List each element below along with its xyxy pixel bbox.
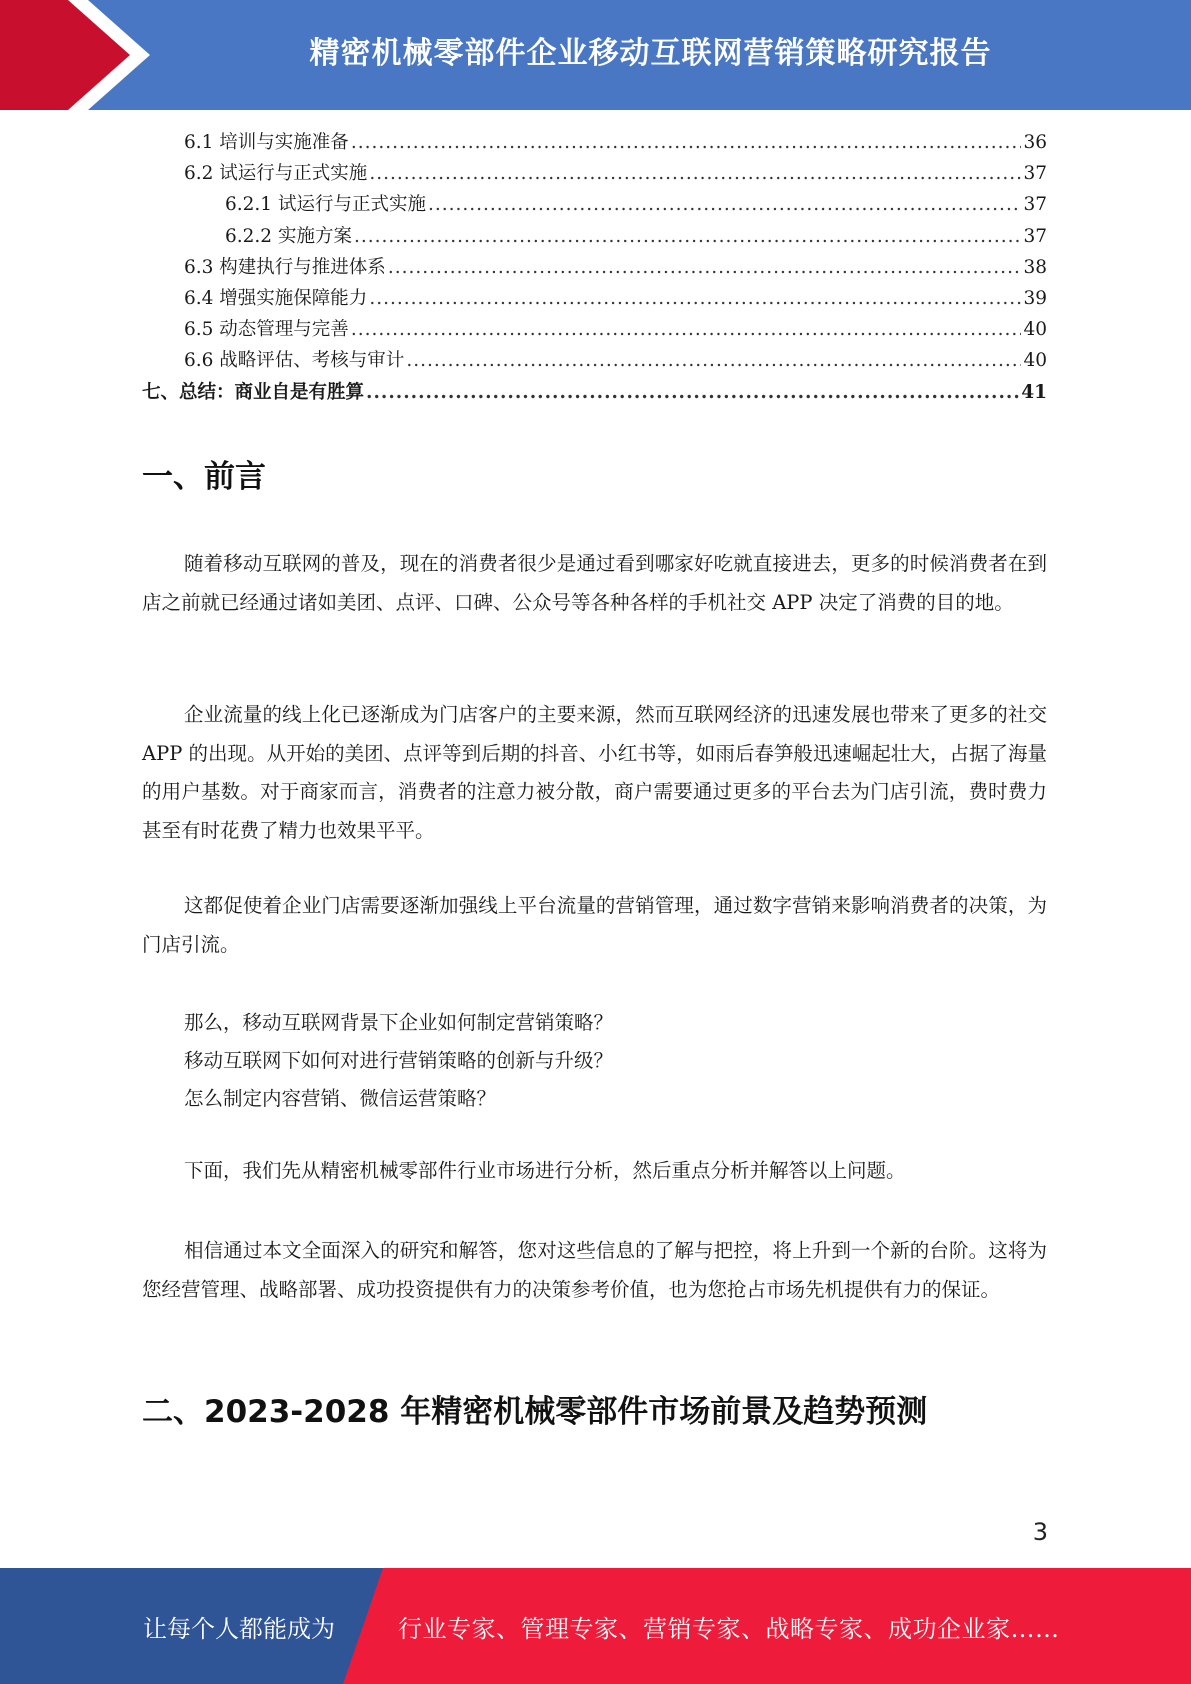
toc-entry[interactable] <box>142 128 1047 159</box>
toc-leader-dots <box>354 226 1022 247</box>
toc-entry-label: 6.2.1 试运行与正式实施 <box>225 194 426 216</box>
toc-entry-page: 37 <box>1023 194 1047 216</box>
toc-leader-dots <box>366 382 1019 403</box>
toc-entry[interactable] <box>142 159 1047 190</box>
section-heading: 二、2023-2028 年精密机械零部件市场前景及趋势预测 <box>142 1394 928 1430</box>
toc-leader-dots <box>388 257 1022 278</box>
toc-entry-page: 40 <box>1023 350 1047 372</box>
body-paragraph: 下面，我们先从精密机械零部件行业市场进行分析，然后重点分析并解答以上问题。 <box>184 1159 906 1182</box>
toc-leader-dots <box>406 350 1021 371</box>
toc-entry[interactable] <box>142 222 1047 253</box>
body-paragraph: 随着移动互联网的普及，现在的消费者很少是通过看到哪家好吃就直接进去，更多的时候消费者在到店之前就已经通过诸如美团、点评、口碑、公众号等各种各样的手机社交 APP 决定了消费的目的地。 <box>142 552 1047 614</box>
question-line: 移动互联网下如何对进行营销策略的创新与升级？ <box>184 1049 614 1072</box>
toc-entry-page: 39 <box>1023 287 1047 309</box>
body-paragraph: 这都促使着企业门店需要逐渐加强线上平台流量的营销管理，通过数字营销来影响消费者的决策，为门店引流。 <box>142 894 1047 956</box>
footer-slogan-right: 行业专家、管理专家、营销专家、战略专家、成功企业家…… <box>398 1614 1060 1643</box>
page-header <box>0 0 1191 110</box>
toc-entry-page: 37 <box>1023 163 1047 185</box>
toc-entry-label: 6.4 增强实施保障能力 <box>184 287 368 309</box>
toc-entry[interactable] <box>142 346 1047 377</box>
page-number: 3 <box>1032 1518 1048 1546</box>
toc-entry-label: 6.6 战略评估、考核与审计 <box>184 350 405 372</box>
toc-entry-page: 36 <box>1023 132 1047 153</box>
toc-leader-dots <box>351 319 1022 340</box>
body-paragraph: 相信通过本文全面深入的研究和解答，您对这些信息的了解与把控，将上升到一个新的台阶。这将为您经营管理、战略部署、成功投资提供有力的决策参考价值，也为您抢占市场先机提供有力的保证。 <box>142 1239 1047 1301</box>
toc-entry-label: 七、总结：商业自是有胜算 <box>142 381 365 403</box>
toc-entry[interactable] <box>142 253 1047 284</box>
toc-entry-label: 6.5 动态管理与完善 <box>184 319 349 341</box>
toc-entry-label: 6.2.2 实施方案 <box>225 225 352 247</box>
toc-leader-dots <box>369 163 1021 184</box>
report-title: 精密机械零部件企业移动互联网营销策略研究报告 <box>309 36 992 71</box>
toc-entry-page: 38 <box>1023 256 1047 278</box>
footer-slogan-left: 让每个人都能成为 <box>143 1614 335 1643</box>
table-of-contents <box>142 128 1047 409</box>
toc-leader-dots <box>428 194 1021 215</box>
toc-entry[interactable] <box>142 378 1047 409</box>
section-heading: 一、前言 <box>142 459 266 495</box>
toc-entry-page: 37 <box>1023 225 1047 247</box>
toc-leader-dots <box>351 132 1022 153</box>
toc-leader-dots <box>369 288 1021 309</box>
toc-entry[interactable] <box>142 315 1047 346</box>
toc-entry[interactable] <box>142 284 1047 315</box>
question-line: 那么，移动互联网背景下企业如何制定营销策略？ <box>184 1011 614 1034</box>
toc-entry-page: 41 <box>1021 381 1047 403</box>
body-paragraph: 企业流量的线上化已逐渐成为门店客户的主要来源，然而互联网经济的迅速发展也带来了更多的社交 APP 的出现。从开始的美团、点评等到后期的抖音、小红书等，如雨后春笋般迅速崛起壮大，占据了海量的用户基数。对于商家而言，消费者的注意力被分散，商户需要通过更多的平台去为门店引流，费时费力甚至有时花费了精力也效果平平。 <box>142 703 1047 842</box>
toc-entry-label: 6.3 构建执行与推进体系 <box>184 256 386 278</box>
toc-entry[interactable] <box>142 190 1047 221</box>
toc-entry-label: 6.1 培训与实施准备 <box>184 132 349 153</box>
question-line: 怎么制定内容营销、微信运营策略？ <box>184 1087 497 1110</box>
page-footer <box>0 1568 1191 1684</box>
toc-entry-page: 40 <box>1023 319 1047 341</box>
toc-entry-label: 6.2 试运行与正式实施 <box>184 163 368 185</box>
